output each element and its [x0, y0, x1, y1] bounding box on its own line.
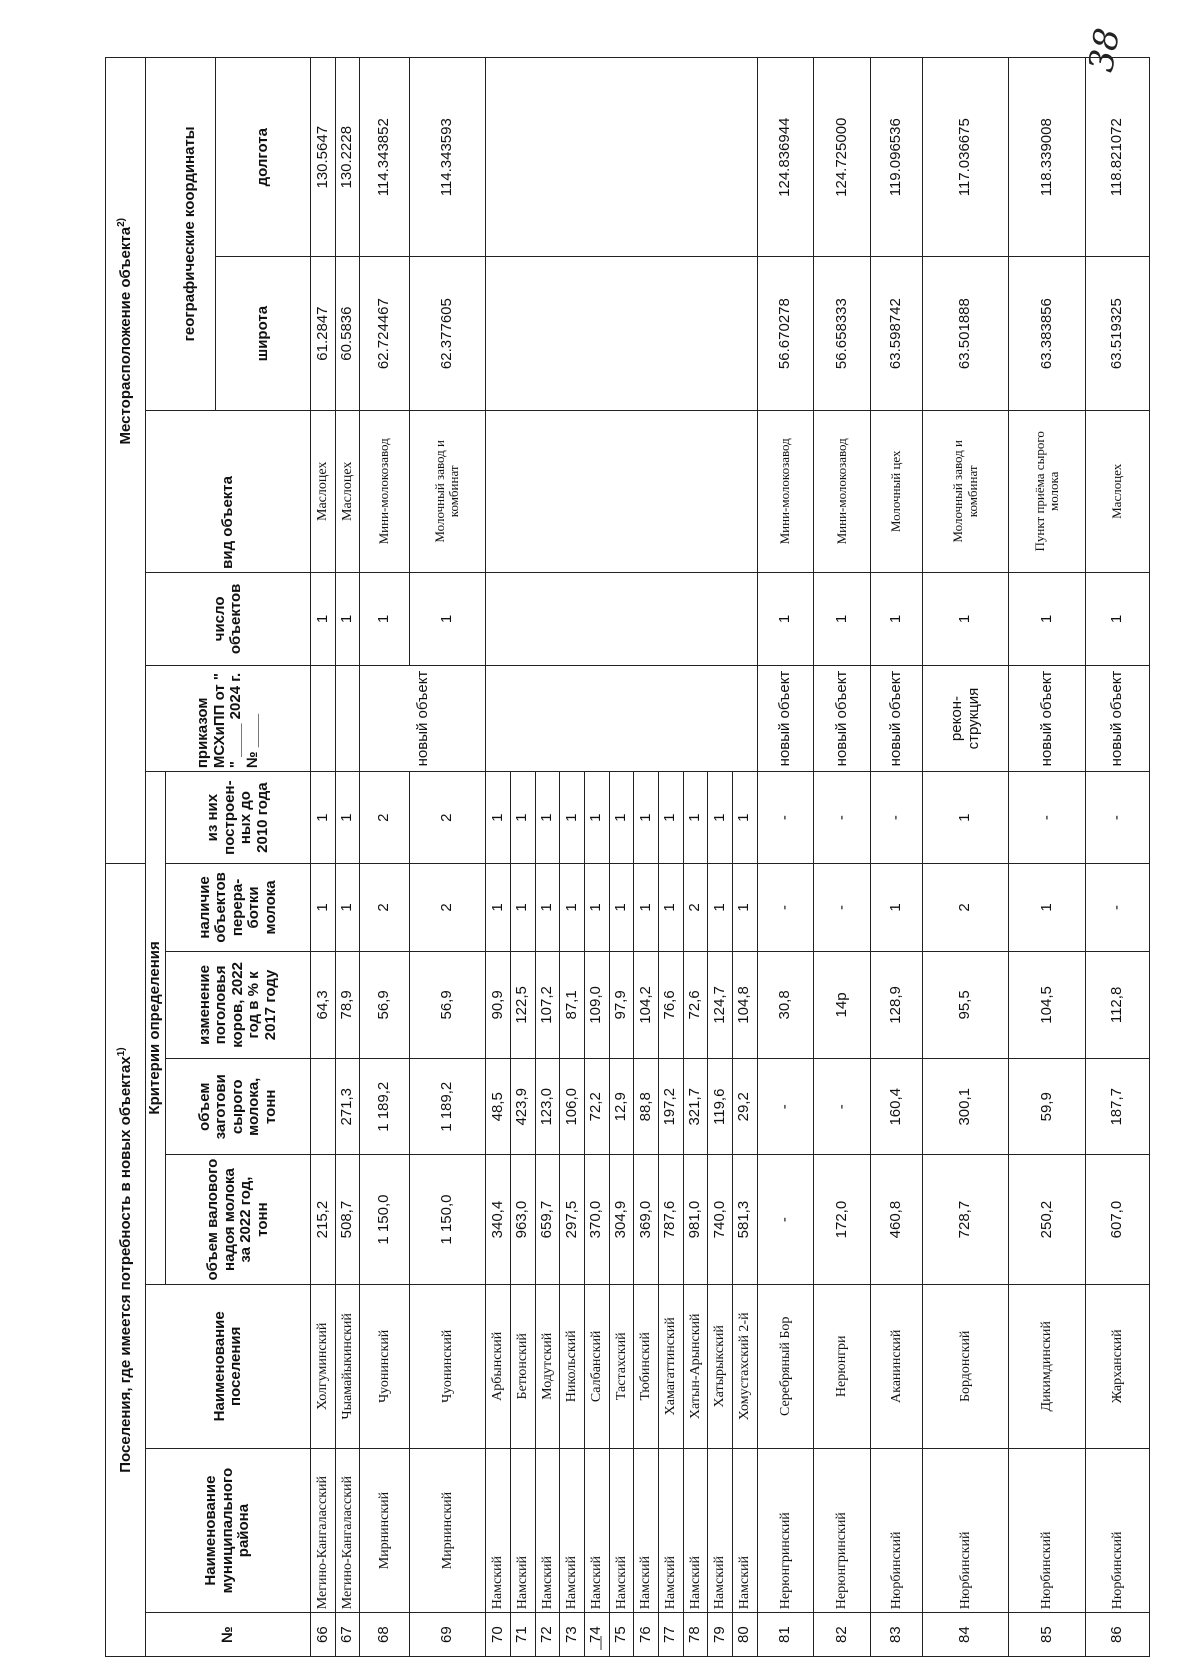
table-row: 77 Намский Хамагаттинский 787,6 197,2 76,6 1 1 — [658, 58, 683, 1657]
page-number-handwritten: 38 — [1081, 25, 1129, 75]
table-row: 82 Нерюнгринский Нерюнгри 172,0 - 14р - - новый объект 1 Мини-молокозавод 56.658333 124.725000 — [814, 58, 871, 1657]
table-row: 86 Нюрбинский Жарханский 607,0 187,7 112,8 - - новый объект 1 Маслоцех 63.519325 118.821072 — [1085, 58, 1149, 1657]
table-row: 68 Мирнинский Чуонинский 1 150,0 1 189,2 56,9 2 2 новый объект 1 Мини-молокозавод 62.724467 114.343852 — [360, 58, 409, 1657]
header-settlement: Наименование поселения — [146, 1284, 311, 1448]
header-district: Наименование муниципального района — [146, 1448, 311, 1612]
table-row: 70 Намский Арбынский 340,4 48,5 90,9 1 1 — [486, 58, 511, 1657]
table-row: 67 Мегино-Кангаласский Чыамайыкинский 508,7 271,3 78,9 1 1 1 Маслоцех 60.5836 130.2228 — [335, 58, 360, 1657]
rotated-table-container — [105, 57, 1150, 1657]
table-row: 85 Нюрбинский Дикимдинский 250,2 59,9 104,5 1 - новый объект 1 Пункт приёма сырого молока 63.383856 118.339008 — [1009, 58, 1085, 1657]
table-row: 80 Намский Хомустахский 2-й 581,3 29,2 104,8 1 1 — [732, 58, 757, 1657]
header-order: приказом МСХиПП от " " ____ 2024 г. № ____ — [146, 665, 311, 771]
header-lon: долгота — [216, 58, 311, 257]
table-row: 75 Намский Тастахский 304,9 12,9 97,9 1 1 — [609, 58, 634, 1657]
header-count: число объектов — [146, 572, 311, 665]
header-type: вид объекта — [146, 410, 311, 572]
table-row: 71 Намский Бетюнский 963,0 423,9 122,5 1 1 — [510, 58, 535, 1657]
table-row: 83 Нюрбинский Аканинский 460,8 160,4 128,9 1 - новый объект 1 Молочный цех 63.598742 119.096536 — [871, 58, 923, 1657]
header-no: № — [146, 1613, 311, 1657]
header-settlements: Поселения, где имеется потребность в новых объектах$^{1)}$ — [106, 864, 146, 1657]
table-row: 84 Нюрбинский Бордонский 728,7 300,1 95,5 2 1 рекон-струкция 1 Молочный завод и комбинат 63.501888 117.036675 — [922, 58, 1008, 1657]
table-row: 78 Намский Хатын-Арынский 981,0 321,7 72,6 2 1 — [683, 58, 708, 1657]
header-criteria: Критерии определения — [146, 772, 166, 1285]
table-row: 72 Намский Модутский 659,7 123,0 107,2 1 1 — [535, 58, 560, 1657]
table-row: 79 Намский Хатырыкский 740,0 119,6 124,7 1 1 — [708, 58, 733, 1657]
header-lat: широта — [216, 257, 311, 410]
header-location: Месторасположение объекта$^{2)}$ — [106, 58, 146, 864]
header-built-before: из них построен-ных до 2010 года — [166, 772, 311, 864]
table-row: 81 Нерюнгринский Серебряный Бор - - 30,8 - - новый объект 1 Мини-молокозавод 56.670278 124.836944 — [757, 58, 814, 1657]
table-row: 66 Мегино-Кангаласский Холгуминский 215,2 64,3 1 1 1 Маслоцех 61.2847 130.5647 — [311, 58, 336, 1657]
table-row: 76 Намский Тюбинский 369,0 88,8 104,2 1 1 — [634, 58, 659, 1657]
table-row: 74 Намский Салбанский 370,0 72,2 109,0 1 1 — [584, 58, 609, 1657]
table-row: 73 Намский Никольский 297,5 106,0 87,1 1 1 — [560, 58, 585, 1657]
header-herd-change: изменение поголовья коров, 2022 год в % к 2017 году — [166, 951, 311, 1058]
header-geo: географические координаты — [166, 58, 216, 411]
milk-processing-table — [105, 57, 1150, 1657]
header-milk-volume: объем валового надоя молока за 2022 год, тонн — [166, 1155, 311, 1284]
header-procurement: объем заготови сырого молока, тонн — [166, 1059, 311, 1155]
header-facilities: наличие объектов перера-ботки молока — [166, 864, 311, 952]
table-row: 69 Мирнинский Чуонинский 1 150,0 1 189,2 56,9 2 2 1 Молочный завод и комбинат 62.377605 114.343593 — [409, 58, 485, 1657]
